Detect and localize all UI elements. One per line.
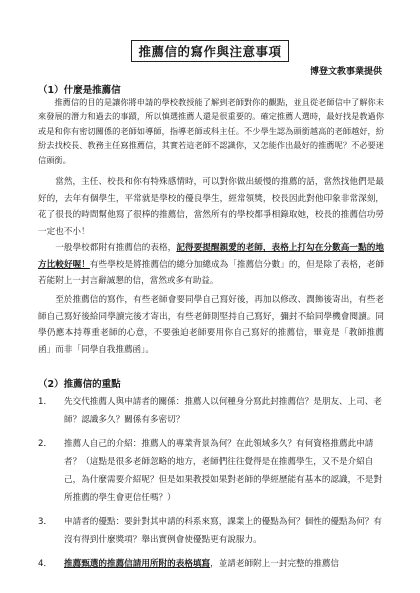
list-item-text: ，並請老師附上一封完整的推薦信	[210, 559, 340, 569]
section-heading-1: （1）什麼是推薦信	[38, 85, 121, 96]
list-item-number: 2．	[38, 439, 53, 449]
paragraph-purpose: 推薦信的目的是讓你將申請的學校教授能了解到老師對你的觀點，並且從老師信中了解你未來發展的潛力和過去的事蹟，所以慎選推薦人還是很重要的。確定推薦人選時，最好找是教過你或是和你有密切關係的老師如導師，指導老師或科主任。不少學生認為頭銜越高的老師越好，紛紛去找校長、教務主任寫推薦信，其實若這老師不認識你，又怎能作出最好的推薦呢？不必要迷信頭銜。	[38, 97, 384, 165]
paragraph-form	[38, 240, 384, 290]
paragraph-form-pre: 一般學校都附有推薦信的表格，	[55, 243, 177, 253]
key-points-list	[38, 393, 384, 579]
list-item	[38, 555, 384, 573]
list-item-text: 申請者的優點：要針對其申請的科系來寫，課業上的優點為何？個性的優點為何？有沒有得到什麼獎項？舉出實例會使優點更有說服力。	[64, 517, 382, 545]
paragraph-writing: 至於推薦信的寫作，有些老師會要同學自己寫好後，再加以修改、潤飾後寄出，有些老師自己寫好後給同學讀完後才寄出，有些老師則堅持自己寫好，彌封不給同學機會閱讀。同學仍應本持尊重老師的心意，不要強迫老師要用你自己寫好的推薦信，畢竟是「教師推薦函」而非「同學自我推薦函」。	[38, 295, 384, 355]
section-heading-2: （2）推薦信的重點	[38, 379, 121, 390]
paragraph-principal: 當然，主任、校長和你有特殊感情時，可以對你做出緩慢的推薦的話，當然找他們是最好的，去年有個學生，平常就是學校的優良學生，經常領獎，校長因此對他印象非常深刻，花了很長的時間幫他寫了很棒的推薦信，當然所有的學校都爭相錄取她，校長的推薦信功勞一定也不小！	[38, 177, 384, 237]
list-item-number: 4．	[38, 559, 53, 569]
list-item-number: 1．	[38, 397, 53, 407]
list-item-number: 3．	[38, 517, 53, 527]
list-item	[38, 393, 384, 429]
paragraph-form-highlight: 記得要提醒親愛的老師，表格上打勾在分數高一點的地方比較好喔！	[38, 243, 384, 270]
document-title: 推薦信的寫作與注意事項	[131, 40, 288, 62]
title-area	[0, 40, 420, 62]
list-item-text: 推薦人自己的介紹：推薦人的專業背景為何？在此領域多久？有何資格推薦此申請者？（這點是很多老師忽略的地方，老師們往往覺得是在推薦學生，又不是介紹自己，為什麼需要介紹呢？但是如果教授如果對老師的學經歷能有基本的認識，不是對所推薦的學生會更信任嗎？）	[64, 439, 382, 503]
paragraph-form-post: 有些學校是將推薦信的總分加總成為「推薦信分數」的，但是除了表格，老師若能附上一封言辭誠懇的信，當然或多有助益。	[38, 259, 384, 286]
list-item	[38, 513, 384, 549]
list-item-highlight: 推薦甄選的推薦信請用所附的表格填寫	[64, 559, 211, 569]
list-item-text: 先交代推薦人與申請者的關係：推薦人以何種身分寫此封推薦信？是朋友、上司、老師？認識多久？關係有多密切？	[64, 397, 382, 425]
document-provider: 博登文教事業提供	[309, 67, 382, 77]
list-item	[38, 435, 384, 507]
